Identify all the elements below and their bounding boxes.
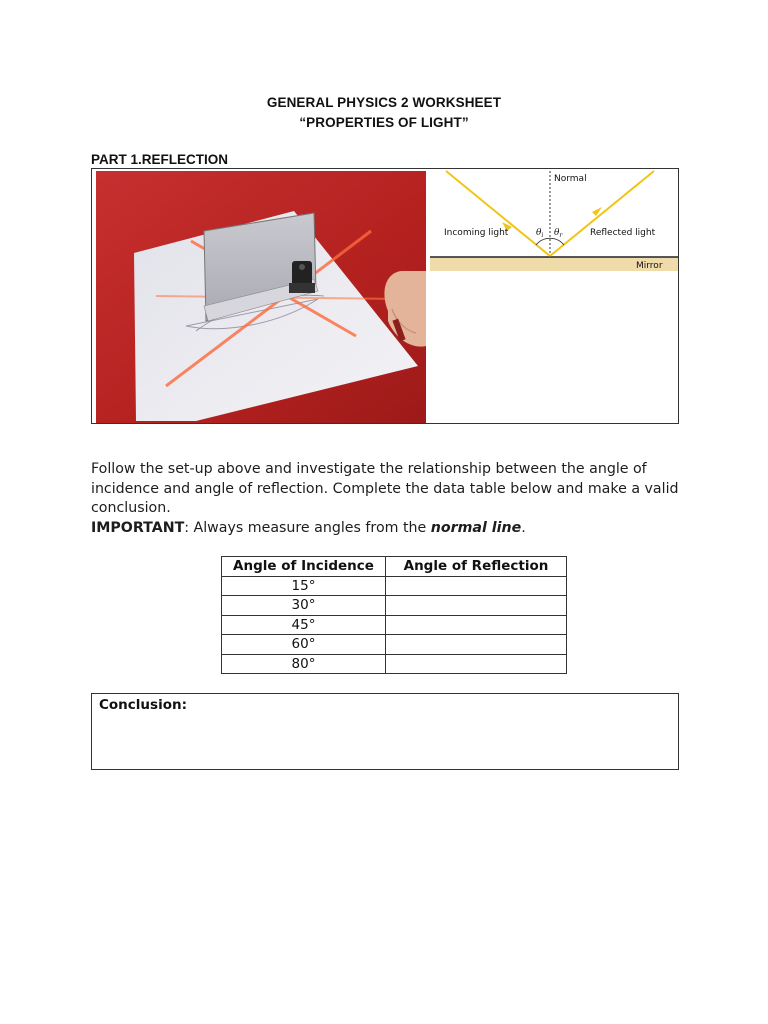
important-text: : Always measure angles from the — [184, 519, 431, 536]
incoming-ray — [446, 171, 550, 256]
reflection-diagram — [430, 169, 678, 279]
normal-label: Normal — [554, 174, 587, 184]
reflection-cell[interactable] — [386, 615, 567, 635]
reflected-light-label: Reflected light — [590, 228, 656, 238]
reflection-cell[interactable] — [386, 576, 567, 596]
important-end: . — [521, 519, 526, 536]
conclusion-label: Conclusion: — [99, 697, 187, 713]
reflection-cell[interactable] — [386, 635, 567, 655]
reflection-cell[interactable] — [386, 596, 567, 616]
important-note — [91, 519, 691, 539]
incidence-cell: 45° — [222, 615, 386, 635]
table-header-row — [222, 557, 567, 577]
theta-r-symbol: $\theta_r$ — [554, 228, 563, 239]
worksheet-subtitle: “PROPERTIES OF LIGHT” — [299, 115, 469, 130]
mirror-label: Mirror — [636, 261, 663, 271]
conclusion-box[interactable] — [91, 693, 679, 770]
table-row — [222, 596, 567, 616]
section-heading: PART 1.REFLECTION — [91, 152, 229, 167]
incoming-light-label: Incoming light — [444, 228, 509, 238]
figure-box — [91, 168, 679, 424]
table-row — [222, 576, 567, 596]
normal-line-emphasis: normal line — [430, 519, 522, 536]
worksheet-title: GENERAL PHYSICS 2 WORKSHEET — [266, 95, 502, 110]
incidence-cell: 15° — [222, 576, 386, 596]
reflection-cell[interactable] — [386, 654, 567, 674]
table-row — [222, 635, 567, 655]
data-table — [221, 556, 567, 674]
header-angle-of-incidence: Angle of Incidence — [222, 557, 386, 577]
incidence-cell: 30° — [222, 596, 386, 616]
incidence-cell: 60° — [222, 635, 386, 655]
theta-i-symbol: $\theta_i$ — [536, 228, 544, 239]
table-row — [222, 654, 567, 674]
instructions — [91, 460, 691, 538]
header-angle-of-reflection: Angle of Reflection — [386, 557, 567, 577]
table-row — [222, 615, 567, 635]
important-label: IMPORTANT — [91, 519, 185, 536]
instructions-paragraph: Follow the set-up above and investigate the relationship between the angle of incidence and angle of reflection. Complete the data table below and make a valid conclusion. — [91, 461, 679, 517]
incidence-cell: 80° — [222, 654, 386, 674]
setup-photo — [96, 171, 426, 423]
